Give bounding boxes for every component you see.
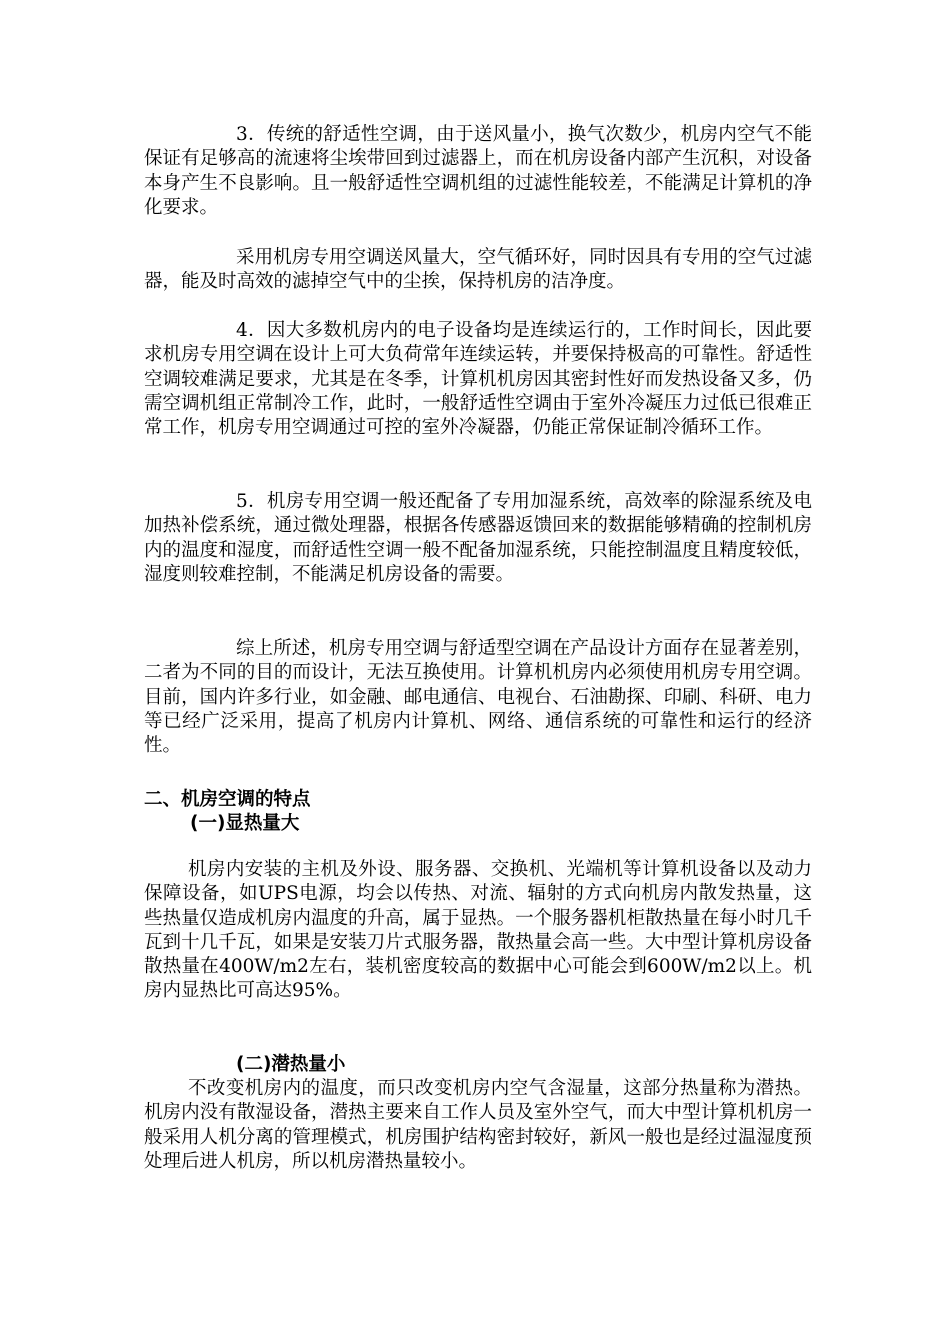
paragraph-sensible-heat: 机房内安装的主机及外设、服务器、交换机、光端机等计算机设备以及动力保障设备，如UPS电源，均会以传热、对流、辐射的方式向机房内散发热量，这些热量仅造成机房内温度的升高，属于显热。一个服务器机柜散热量在每小时几千瓦到十几千瓦，如果是安装刀片式服务器，散热量会高一些。大中型计算机房设备散热量在400W/m2左右，装机密度较高的数据中心可能会到600W/m2以上。机房内显热比可高达95%。 — [144, 859, 812, 1002]
paragraph-comfort-ac-dust: 3．传统的舒适性空调，由于送风量小，换气次数少，机房内空气不能保证有足够高的流速将尘埃带回到过滤器上，而在机房设备内部产生沉积，对设备本身产生不良影响。且一般舒适性空调机组的过滤性能较差，不能满足计算机的净化要求。 — [144, 124, 812, 218]
section-heading-ac-features: 二、机房空调的特点 — [144, 789, 311, 810]
paragraph-dedicated-ac-filter: 采用机房专用空调送风量大，空气循环好，同时因具有专用的空气过滤器，能及时高效的滤掉空气中的尘挨，保持机房的洁净度。 — [144, 247, 812, 293]
paragraph-latent-heat: 不改变机房内的温度，而只改变机房内空气含湿量，这部分热量称为潜热。机房内没有散湿设备，潜热主要来自工作人员及室外空气，而大中型计算机机房一般采用人机分离的管理模式，机房围护结构密封较好，新风一般也是经过温湿度预处理后进人机房，所以机房潜热量较小。 — [144, 1078, 812, 1172]
subheading-latent-heat: (二)潜热量小 — [236, 1054, 346, 1075]
paragraph-continuous-operation: 4．因大多数机房内的电子设备均是连续运行的，工作时间长，因此要求机房专用空调在设计上可大负荷常年连续运转，并要保持极高的可靠性。舒适性空调较难满足要求，尤其是在冬季，计算机机房因其密封性好而发热设备又多，仍需空调机组正常制冷工作，此时，一般舒适性空调由于室外冷凝压力过低已很难正常工作，机房专用空调通过可控的室外冷凝器，仍能正常保证制冷循环工作。 — [144, 320, 812, 439]
paragraph-summary: 综上所述，机房专用空调与舒适型空调在产品设计方面存在显著差别，二者为不同的目的而设计，无法互换使用。计算机机房内必须使用机房专用空调。目前，国内许多行业，如金融、邮电通信、电视台、石油勘探、印刷、科研、电力等已经广泛采用，提高了机房内计算机、网络、通信系统的可靠性和运行的经济性。 — [144, 638, 812, 757]
subheading-sensible-heat: (一)显热量大 — [190, 813, 300, 834]
paragraph-humidification: 5．机房专用空调一般还配备了专用加湿系统，高效率的除湿系统及电加热补偿系统，通过微处理器，根据各传感器返馈回来的数据能够精确的控制机房内的温度和湿度，而舒适性空调一般不配备加湿系统，只能控制温度且精度较低，湿度则较难控制，不能满足机房设备的需要。 — [144, 491, 812, 585]
